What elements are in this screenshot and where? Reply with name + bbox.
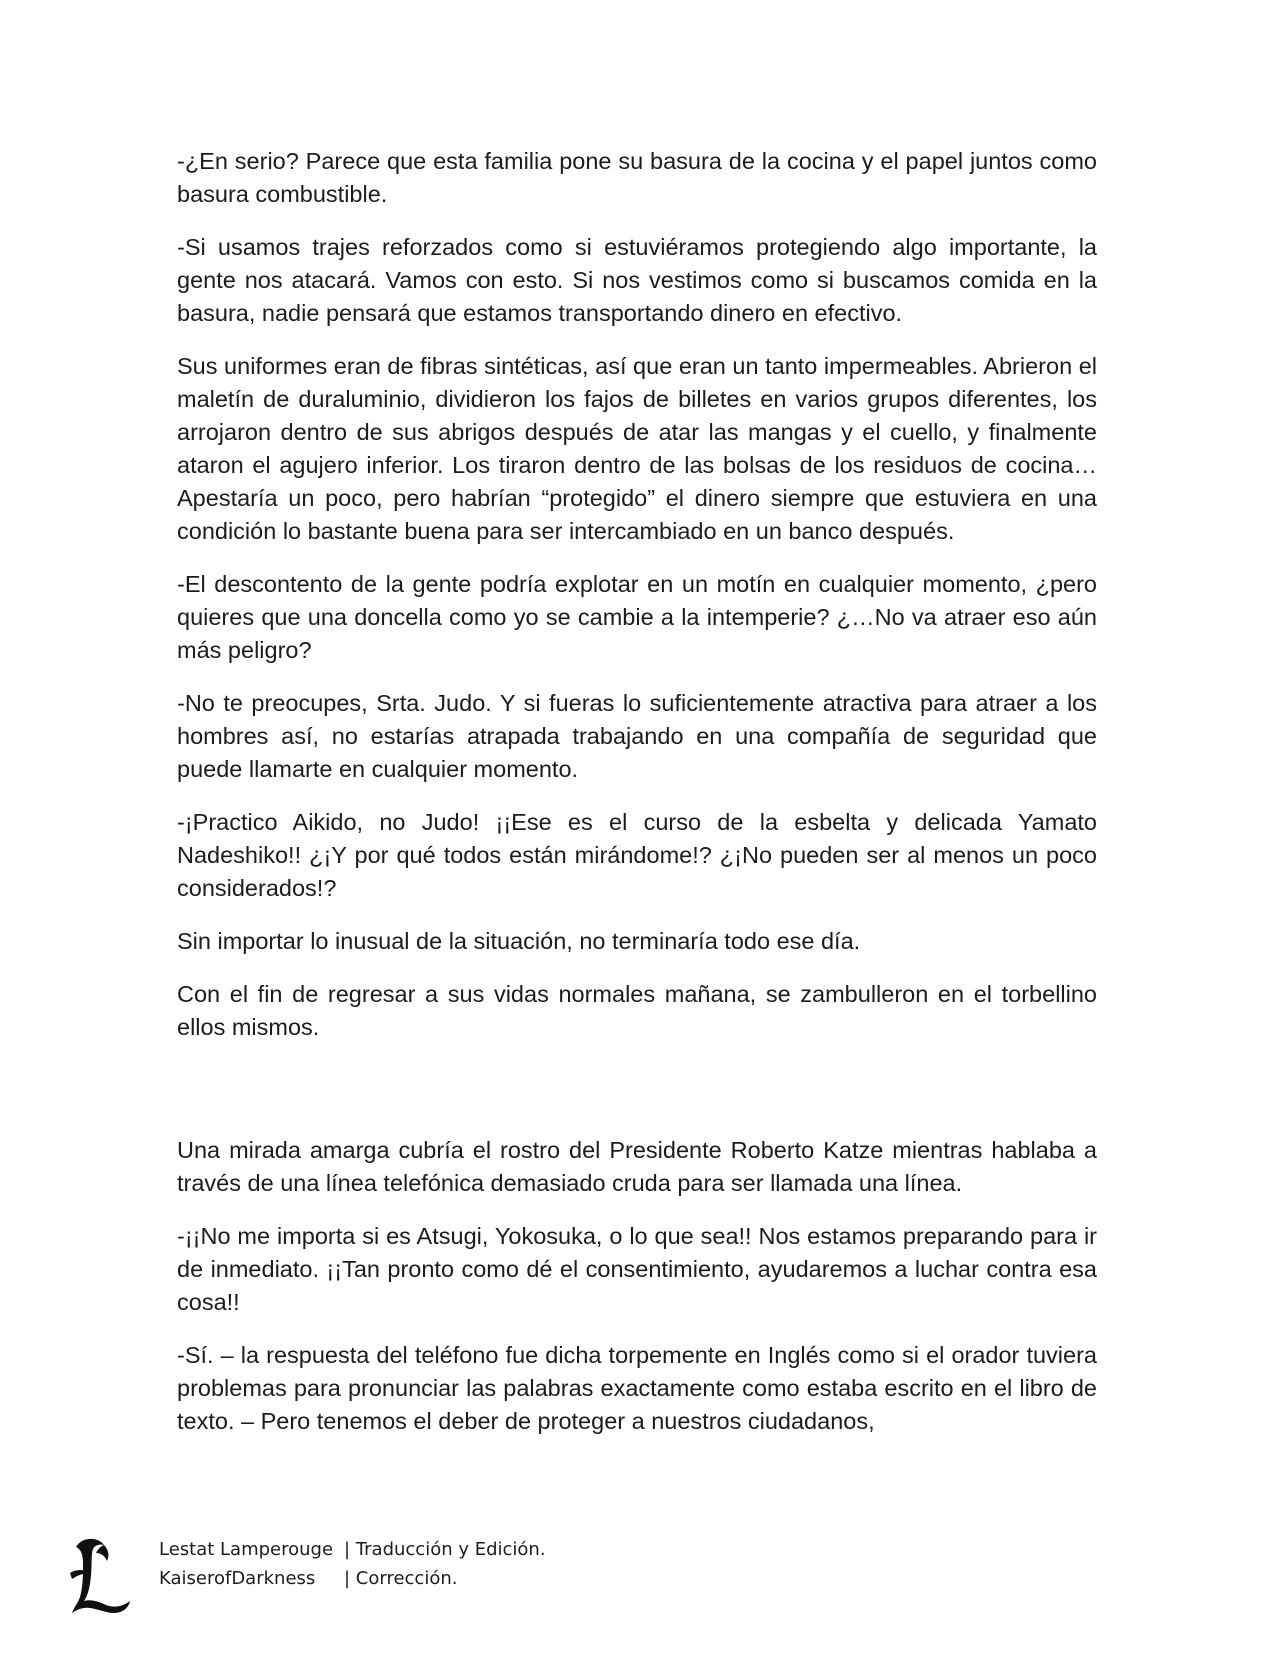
section-break bbox=[177, 1064, 1097, 1134]
credit-name: Lestat Lamperouge bbox=[159, 1539, 334, 1560]
credit-row bbox=[159, 1535, 546, 1564]
paragraph: Sus uniformes eran de fibras sintéticas, así que eran un tanto impermeables. Abrieron el maletín de duraluminio, dividieron los fajos de billetes en varios grupos diferentes, los arrojaron dentro de sus abrigos después de atar las mangas y el cuello, y finalmente ataron el agujero inferior. Los tiraron dentro de las bolsas de los residuos de cocina…Apestaría un poco, pero habrían “protegido” el dinero siempre que estuviera en una condición lo bastante buena para ser intercambiado en un banco después. bbox=[177, 353, 1097, 544]
paragraph: -El descontento de la gente podría explotar en un motín en cualquier momento, ¿pero quieres que una doncella como yo se cambie a la intemperie? ¿…No va atraer eso aún más peligro? bbox=[177, 571, 1097, 663]
credit-row bbox=[159, 1564, 546, 1593]
paragraph: -¿En serio? Parece que esta familia pone su basura de la cocina y el papel juntos como basura combustible. bbox=[177, 148, 1097, 207]
paragraph: -No te preocupes, Srta. Judo. Y si fueras lo suficientemente atractiva para atraer a los hombres así, no estarías atrapada trabajando en una compañía de seguridad que puede llamarte en cualquier momento. bbox=[177, 690, 1097, 782]
paragraph: -Sí. – la respuesta del teléfono fue dicha torpemente en Inglés como si el orador tuviera problemas para pronunciar las palabras exactamente como estaba escrito en el libro de texto. – Pero tenemos el deber de proteger a nuestros ciudadanos, bbox=[177, 1342, 1097, 1434]
paragraph: Sin importar lo inusual de la situación, no terminaría todo ese día. bbox=[177, 928, 861, 954]
footer-credits bbox=[159, 1535, 546, 1593]
credit-role: | Corrección. bbox=[344, 1568, 458, 1589]
page-footer bbox=[60, 1535, 760, 1635]
paragraph: -¡¡No me importa si es Atsugi, Yokosuka, o lo que sea!! Nos estamos preparando para ir de inmediato. ¡¡Tan pronto como dé el consentimiento, ayudaremos a luchar contra esa cosa!! bbox=[177, 1223, 1097, 1315]
paragraph: -Si usamos trajes reforzados como si estuviéramos protegiendo algo importante, la gente nos atacará. Vamos con esto. Si nos vestimos como si buscamos comida en la basura, nadie pensará que estamos transportando dinero en efectivo. bbox=[177, 234, 1097, 326]
paragraph: -¡Practico Aikido, no Judo! ¡¡Ese es el curso de la esbelta y delicada Yamato Nadeshiko!! ¿¡Y por qué todos están mirándome!? ¿¡No pueden ser al menos un poco considerados!? bbox=[177, 809, 1097, 901]
paragraph: Una mirada amarga cubría el rostro del Presidente Roberto Katze mientras hablaba a través de una línea telefónica demasiado cruda para ser llamada una línea. bbox=[177, 1137, 1097, 1196]
credit-role: | Traducción y Edición. bbox=[344, 1539, 546, 1560]
page-body bbox=[177, 145, 1097, 1458]
credit-name: KaiserofDarkness bbox=[159, 1568, 316, 1589]
paragraph: Con el fin de regresar a sus vidas normales mañana, se zambulleron en el torbellino ellos mismos. bbox=[177, 981, 1097, 1040]
gothic-letter-l-logo bbox=[60, 1535, 140, 1615]
